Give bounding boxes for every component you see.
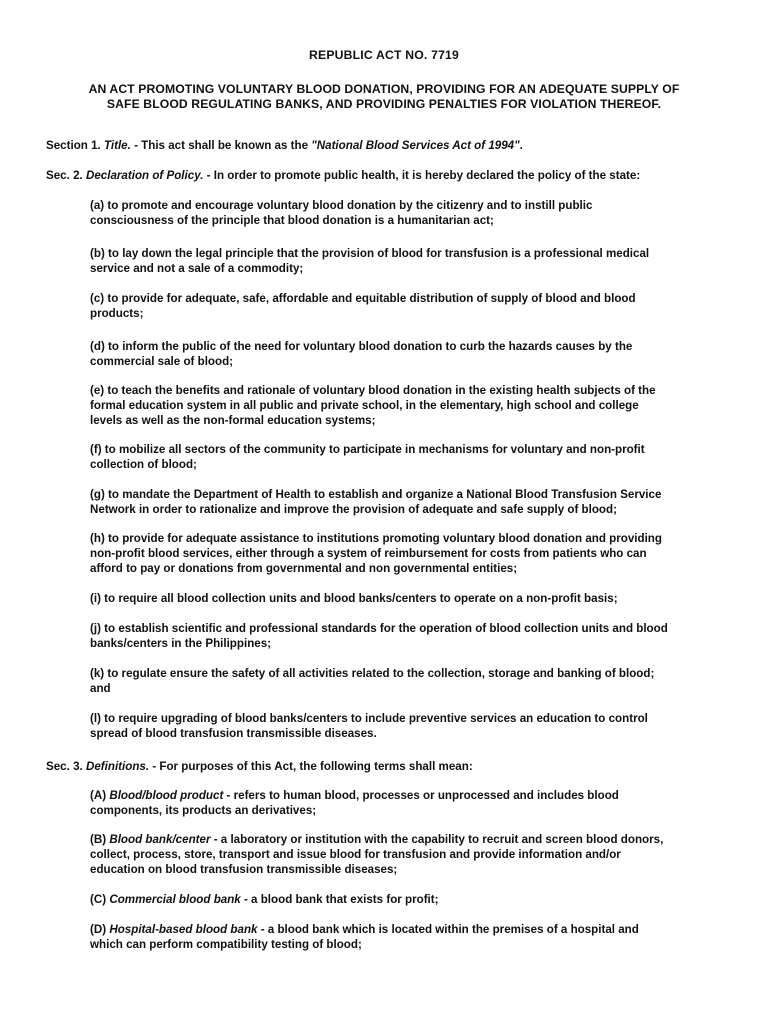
policy-item-d (90, 339, 730, 369)
definition-a-term: Blood/blood product (109, 789, 224, 802)
definition-b (90, 832, 730, 877)
policy-item-k (90, 666, 730, 696)
policy-item-d-line-1: (d) to inform the public of the need for voluntary blood donation to curb the hazards causes by the (90, 340, 633, 353)
policy-item-j-line-2: banks/centers in the Philippines; (90, 637, 272, 650)
policy-item-b-line-2: service and not a sale of a commodity; (90, 262, 304, 275)
section-2-text: - In order to promote public health, it is hereby declared the policy of the state: (203, 169, 641, 182)
section-3-label: Sec. 3. (46, 760, 86, 773)
definition-a-line-1 (90, 788, 730, 803)
section-1-end: . (519, 139, 523, 152)
policy-item-a (90, 198, 730, 228)
policy-item-h-line-3: afford to pay or donations from governmental and non governmental entities; (90, 562, 518, 575)
policy-item-a-line-1: (a) to promote and encourage voluntary blood donation by the citizenry and to instill public (90, 199, 593, 212)
definition-d (90, 922, 730, 952)
policy-item-e-line-3: levels as well as the non-formal education systems; (90, 414, 376, 427)
definition-c-prefix: (C) (90, 893, 110, 906)
definition-c-term: Commercial blood bank (109, 893, 241, 906)
definition-a-prefix: (A) (90, 789, 110, 802)
definition-d-term: Hospital-based blood bank (109, 923, 258, 936)
section-3-text: - For purposes of this Act, the following terms shall mean: (149, 760, 473, 773)
policy-item-g (90, 487, 730, 517)
definition-a-text: - refers to human blood, processes or unprocessed and includes blood (223, 789, 619, 802)
definition-b-text: - a laboratory or institution with the capability to recruit and screen blood donors, (210, 833, 664, 846)
policy-item-k-line-1: (k) to regulate ensure the safety of all activities related to the collection, storage and banking of blood; (90, 667, 655, 680)
policy-item-g-line-2: Network in order to rationalize and improve the provision of adequate and safe supply of blood; (90, 503, 617, 516)
definition-c-line-1 (90, 892, 730, 907)
section-2-label: Sec. 2. (46, 169, 86, 182)
policy-item-d-line-2: commercial sale of blood; (90, 355, 234, 368)
policy-item-f (90, 442, 730, 472)
policy-item-e-line-2: formal education system in all public and private school, in the elementary, high school and college (90, 399, 639, 412)
policy-item-c-line-1: (c) to provide for adequate, safe, affordable and equitable distribution of supply of blood and blood (90, 292, 636, 305)
policy-item-l-line-1: (l) to require upgrading of blood banks/centers to include preventive services an education to control (90, 712, 648, 725)
definition-b-prefix: (B) (90, 833, 110, 846)
policy-item-f-line-2: collection of blood; (90, 458, 197, 471)
section-1-text: - This act shall be known as the (130, 139, 312, 152)
section-3-heading: Definitions. (85, 760, 150, 773)
subtitle-line-1: AN ACT PROMOTING VOLUNTARY BLOOD DONATION, PROVIDING FOR AN ADEQUATE SUPPLY OF (88, 82, 680, 96)
definition-b-line-3: education on blood transfusion transmissible diseases; (90, 863, 398, 876)
policy-item-a-line-2: consciousness of the principle that blood donation is a humanitarian act; (90, 214, 494, 227)
policy-item-k-line-2: and (90, 682, 111, 695)
policy-item-g-line-1: (g) to mandate the Department of Health to establish and organize a National Blood Transfusion Service (90, 488, 662, 501)
policy-item-i (90, 591, 730, 606)
policy-item-l-line-2: spread of blood transfusion transmissible diseases. (90, 727, 377, 740)
policy-item-b-line-1: (b) to lay down the legal principle that the provision of blood for transfusion is a professional medical (90, 247, 650, 260)
section-3 (46, 759, 736, 774)
definition-c-text: - a blood bank that exists for profit; (240, 893, 439, 906)
policy-item-f-line-1: (f) to mobilize all sectors of the community to participate in mechanisms for voluntary and non-profit (90, 443, 645, 456)
definition-b-term: Blood bank/center (109, 833, 211, 846)
definition-b-line-2: collect, process, store, transport and issue blood for transfusion and provide information and/or (90, 848, 621, 861)
document-title: REPUBLIC ACT NO. 7719 (308, 48, 460, 62)
policy-item-e-line-1: (e) to teach the benefits and rationale of voluntary blood donation in the existing health subjects of the (90, 384, 656, 397)
policy-item-l (90, 711, 730, 741)
definition-a-line-2: components, its products an derivatives; (90, 804, 317, 817)
policy-item-i-line-1: (i) to require all blood collection units and blood banks/centers to operate on a non-profit basis; (90, 592, 618, 605)
definition-a (90, 788, 730, 818)
definition-b-line-1 (90, 832, 730, 847)
definition-d-prefix: (D) (90, 923, 110, 936)
section-2 (46, 168, 736, 183)
definition-d-line-2: which can perform compatibility testing of blood; (90, 938, 362, 951)
document-subtitle (40, 82, 728, 112)
definition-d-line-1 (90, 922, 730, 937)
policy-item-h (90, 531, 730, 576)
policy-item-h-line-2: non-profit blood services, either through a system of reimbursement for costs from patients who can (90, 547, 647, 560)
policy-item-c (90, 291, 730, 321)
subtitle-line-2: SAFE BLOOD REGULATING BANKS, AND PROVIDING PENALTIES FOR VIOLATION THEREOF. (106, 97, 662, 111)
section-1-heading: Title. (104, 139, 131, 152)
definition-c (90, 892, 730, 907)
policy-item-j (90, 621, 730, 651)
policy-item-j-line-1: (j) to establish scientific and professional standards for the operation of blood collection units and blood (90, 622, 668, 635)
policy-item-h-line-1: (h) to provide for adequate assistance to institutions promoting voluntary blood donation and providing (90, 532, 662, 545)
definition-d-text: - a blood bank which is located within the premises of a hospital and (257, 923, 639, 936)
section-1 (46, 138, 736, 153)
section-2-heading: Declaration of Policy. (85, 169, 204, 182)
policy-item-e (90, 383, 730, 428)
section-1-act-name: "National Blood Services Act of 1994" (311, 139, 520, 152)
policy-item-c-line-2: products; (90, 307, 144, 320)
section-1-label: Section 1. (46, 139, 104, 152)
policy-item-b (90, 246, 730, 276)
